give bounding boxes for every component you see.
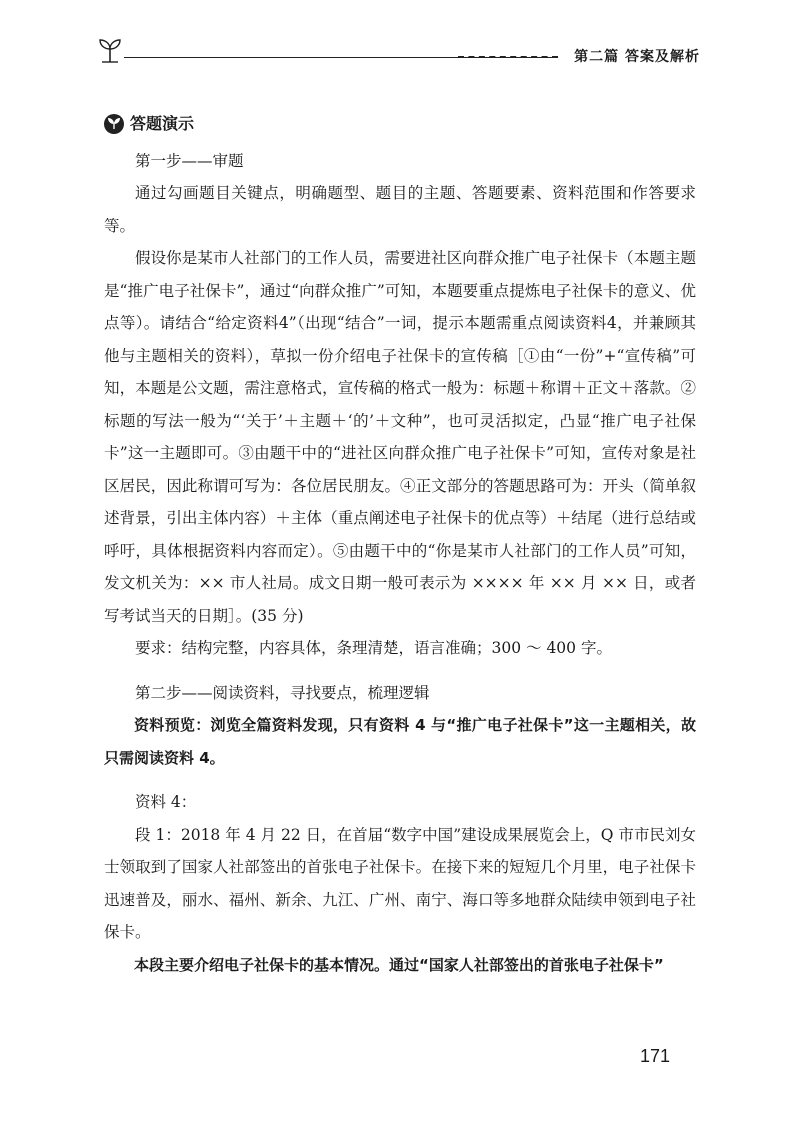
section-title: 第二篇 答案及解析	[574, 49, 700, 65]
leaf-badge-icon	[104, 114, 124, 134]
material-paragraph-1: 段 1：2018 年 4 月 22 日，在首届“数字中国”建设成果展览会上，Q 市市民刘女士领取到了国家人社部签出的首张电子社保卡。在接下来的短短几个月里，电子社保卡迅速普及，丽水、福州、新余、九江、广州、南宁、海口等多地群众陆续申领到电子社保卡。	[104, 825, 696, 941]
step1-body: 假设你是某市人社部门的工作人员，需要进社区向群众推广电子社保卡（本题主题是“推广电子社保卡”，通过“向群众推广”可知，本题要重点提炼电子社保卡的意义、优点等）。请结合“给定资料4”（出现“结合”一词，提示本题需重点阅读资料4，并兼顾其他与主题相关的资料），草拟一份介绍电子社保卡的宣传稿［①由“一份”+“宣传稿”可知，本题是公文题，需注意格式，宣传稿的格式一般为：标题＋称谓＋正文＋落款。②标题的写法一般为“‘关于’＋主题＋‘的’＋文种”，也可灵活拟定，凸显“推广电子社保卡”这一主题即可。③由题干中的“进社区向群众推广电子社保卡”可知，宣传对象是社区居民，因此称谓可写为：各位居民朋友。④正文部分的答题思路可为：开头（简单叙述背景，引出主体内容）＋主体（重点阐述电子社保卡的优点等）＋结尾（进行总结或呼吁，具体根据资料内容而定）。⑤由题干中的“你是某市人社部门的工作人员”可知，发文机关为：×× 市人社局。成文日期一般可表示为 ×××× 年 ×× 月 ×× 日，或者写考试当天的日期］。(35 分)	[104, 249, 696, 625]
step2-title: 第二步——阅读资料，寻找要点，梳理逻辑	[135, 683, 430, 702]
page-number: 171	[640, 1046, 671, 1066]
answer-demo-heading	[104, 108, 696, 141]
heading-title: 答题演示	[130, 114, 195, 133]
header-dashes	[458, 56, 558, 58]
sprout-icon	[96, 36, 124, 68]
material-label: 资料 4：	[135, 793, 197, 811]
page-content	[104, 108, 696, 981]
step2-preview: 资料预览：浏览全篇资料发现，只有资料 4 与“推广电子社保卡”这一主题相关，故只需阅读资料 4。	[104, 716, 696, 767]
paragraph-analysis: 本段主要介绍电子社保卡的基本情况。通过“国家人社部签出的首张电子社保卡”	[134, 955, 664, 974]
step1-intro: 通过勾画题目关键点，明确题型、题目的主题、答题要素、资料范围和作答要求等。	[104, 184, 696, 235]
step1-requirement: 要求：结构完整，内容具体，条理清楚，语言准确；300 ～ 400 字。	[135, 639, 612, 657]
step1-title: 第一步——审题	[135, 151, 244, 170]
running-header	[96, 36, 700, 66]
